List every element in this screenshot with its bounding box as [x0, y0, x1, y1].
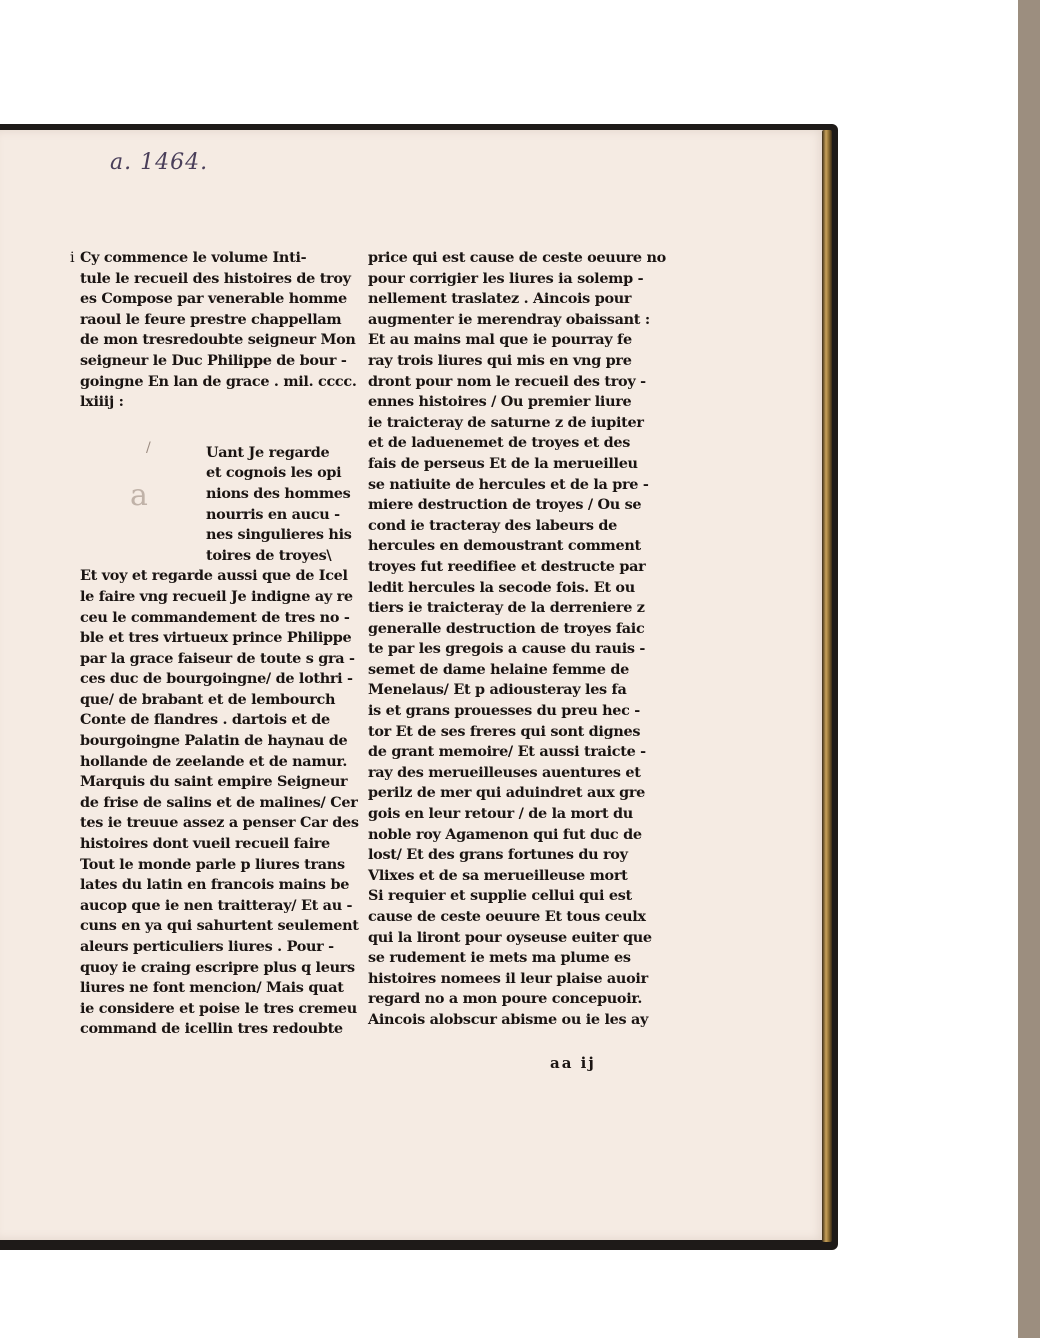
spacer — [80, 413, 342, 443]
indented-block — [80, 443, 352, 567]
text-line: et de laduenemet de troyes et des — [368, 434, 631, 452]
text-line: histoires dont vueil recueil faire — [80, 835, 330, 853]
text-line: lates du latin en francois mains be — [80, 876, 350, 894]
text-line: se rudement ie mets ma plume es — [368, 949, 631, 967]
text-line: ble et tres virtueux prince Philippe — [80, 629, 352, 647]
text-line: es Compose par venerable homme — [80, 290, 347, 308]
text-line: tes ie treuue assez a penser Car des — [80, 814, 359, 832]
text-line: Menelaus/ Et p adiousteray les fa — [368, 681, 627, 699]
section-marker: i — [70, 250, 75, 266]
text-line: ie considere et poise le tres cremeu — [80, 999, 357, 1017]
text-line: perilz de mer qui aduindret aux gre — [368, 784, 646, 802]
initial-guide-letter: a — [130, 478, 148, 513]
text-line: hollande de zeelande et de namur. — [80, 752, 348, 770]
text-line: regard no a mon poure concepuoir. — [368, 990, 643, 1008]
text-line: ie traicteray de saturne z de iupiter — [368, 413, 644, 431]
background-strip — [1018, 0, 1040, 1338]
text-line: pour corrigier les liures ia solemp - — [368, 269, 644, 287]
text-line: Et voy et regarde aussi que de Icel — [80, 567, 348, 585]
text-line: nourris en aucu - — [206, 505, 340, 523]
right-text-column — [368, 248, 666, 1031]
text-line: lost/ Et des grans fortunes du roy — [368, 846, 628, 864]
text-line: semet de dame helaine femme de — [368, 660, 629, 678]
text-line: nellement traslatez . Aincois pour — [368, 290, 632, 308]
text-line: hercules en demoustrant comment — [368, 537, 641, 555]
text-line: tule le recueil des histoires de troy — [80, 269, 351, 287]
text-line: cuns en ya qui sahurtent seulement — [80, 917, 359, 935]
pencil-mark: / — [146, 440, 151, 456]
text-line: ledit hercules la secode fois. Et ou — [368, 578, 635, 596]
body-block — [368, 248, 666, 1031]
text-line: de mon tresredoubte seigneur Mon — [80, 331, 356, 349]
text-line: goingne En lan de grace . mil. cccc. — [80, 372, 357, 390]
text-line: le faire vng recueil Je indigne ay re — [80, 587, 353, 605]
text-line: raoul le feure prestre chappellam — [80, 310, 342, 328]
text-line: cause de ceste oeuure Et tous ceulx — [368, 908, 646, 925]
text-line: liures ne font mencion/ Mais quat — [80, 979, 344, 997]
text-line: aleurs perticuliers liures . Pour - — [80, 938, 334, 955]
text-line: Marquis du saint empire Seigneur — [80, 773, 348, 791]
text-line: command de icellin tres redoubte — [80, 1020, 343, 1038]
signature-mark: aa ij — [550, 1054, 596, 1072]
text-line: nions des hommes — [206, 484, 351, 502]
text-line: Aincois alobscur abisme ou ie les ay — [368, 1010, 649, 1028]
text-line: generalle destruction de troyes faic — [368, 619, 645, 637]
text-line: dront pour nom le recueil des troy - — [368, 372, 646, 390]
text-line: troyes fut reedifiee et destructe par — [368, 557, 646, 575]
text-line: tor Et de ses freres qui sont dignes — [368, 722, 641, 740]
text-line: se natiuite de hercules et de la pre - — [368, 475, 649, 493]
left-text-column — [70, 248, 359, 1040]
text-line: que/ de brabant et de lembourch — [80, 690, 336, 708]
text-line: Et au mains mal que ie pourray fe — [368, 331, 632, 349]
text-line: Tout le monde parle p liures trans — [80, 855, 345, 873]
text-line: histoires nomees il leur plaise auoir — [368, 969, 648, 987]
text-line: gois en leur retour / de la mort du — [368, 805, 633, 823]
text-line: seigneur le Duc Philippe de bour - — [80, 351, 347, 369]
text-line: nes singulieres his — [206, 526, 352, 544]
text-line: te par les gregois a cause du rauis - — [368, 640, 646, 658]
text-line: ray des merueilleuses auentures et — [368, 763, 641, 781]
text-line: par la grace faiseur de toute s gra - — [80, 649, 355, 667]
text-line: Vlixes et de sa merueilleuse mort — [368, 866, 628, 884]
text-line: de grant memoire/ Et aussi traicte - — [368, 743, 646, 761]
text-line: ceu le commandement de tres no - — [80, 608, 350, 626]
gilt-page-edge — [822, 130, 832, 1242]
text-line: lxiiij : — [80, 393, 124, 411]
text-line: ennes histoires / Ou premier liure — [368, 393, 632, 411]
text-line: et cognois les opi — [206, 464, 342, 482]
handwritten-annotation: a. 1464. — [110, 150, 209, 175]
text-line: price qui est cause de ceste oeuure no — [368, 249, 666, 266]
text-line: miere destruction de troyes / Ou se — [368, 496, 642, 514]
text-line: ces duc de bourgoingne/ de lothri - — [80, 670, 353, 688]
text-line: noble roy Agamenon qui fut duc de — [368, 825, 642, 843]
text-line: toires de troyes\ — [206, 546, 332, 564]
text-line: is et grans prouesses du preu hec - — [368, 702, 640, 720]
text-line: augmenter ie merendray obaissant : — [368, 310, 650, 328]
text-line: aucop que ie nen traitteray/ Et au - — [80, 896, 353, 914]
text-line: Uant Je regarde — [206, 443, 330, 461]
text-line: Si requier et supplie cellui qui est — [368, 887, 632, 905]
text-line: fais de perseus Et de la merueilleu — [368, 454, 638, 472]
text-line: cond ie tracteray des labeurs de — [368, 516, 618, 534]
text-line: tiers ie traicteray de la derreniere z — [368, 599, 645, 617]
text-line: quoy ie craing escripre plus q leurs — [80, 958, 355, 976]
body-block — [80, 566, 359, 1040]
text-line: ray trois liures qui mis en vng pre — [368, 351, 632, 369]
text-line: Conte de flandres . dartois et de — [80, 711, 330, 729]
text-line: Cy commence le volume Inti- — [80, 249, 307, 266]
text-line: de frise de salins et de malines/ Cer — [80, 793, 358, 811]
text-line: qui la liront pour oyseuse euiter que — [368, 928, 652, 946]
heading-block — [70, 248, 357, 413]
text-line: bourgoingne Palatin de haynau de — [80, 732, 348, 750]
